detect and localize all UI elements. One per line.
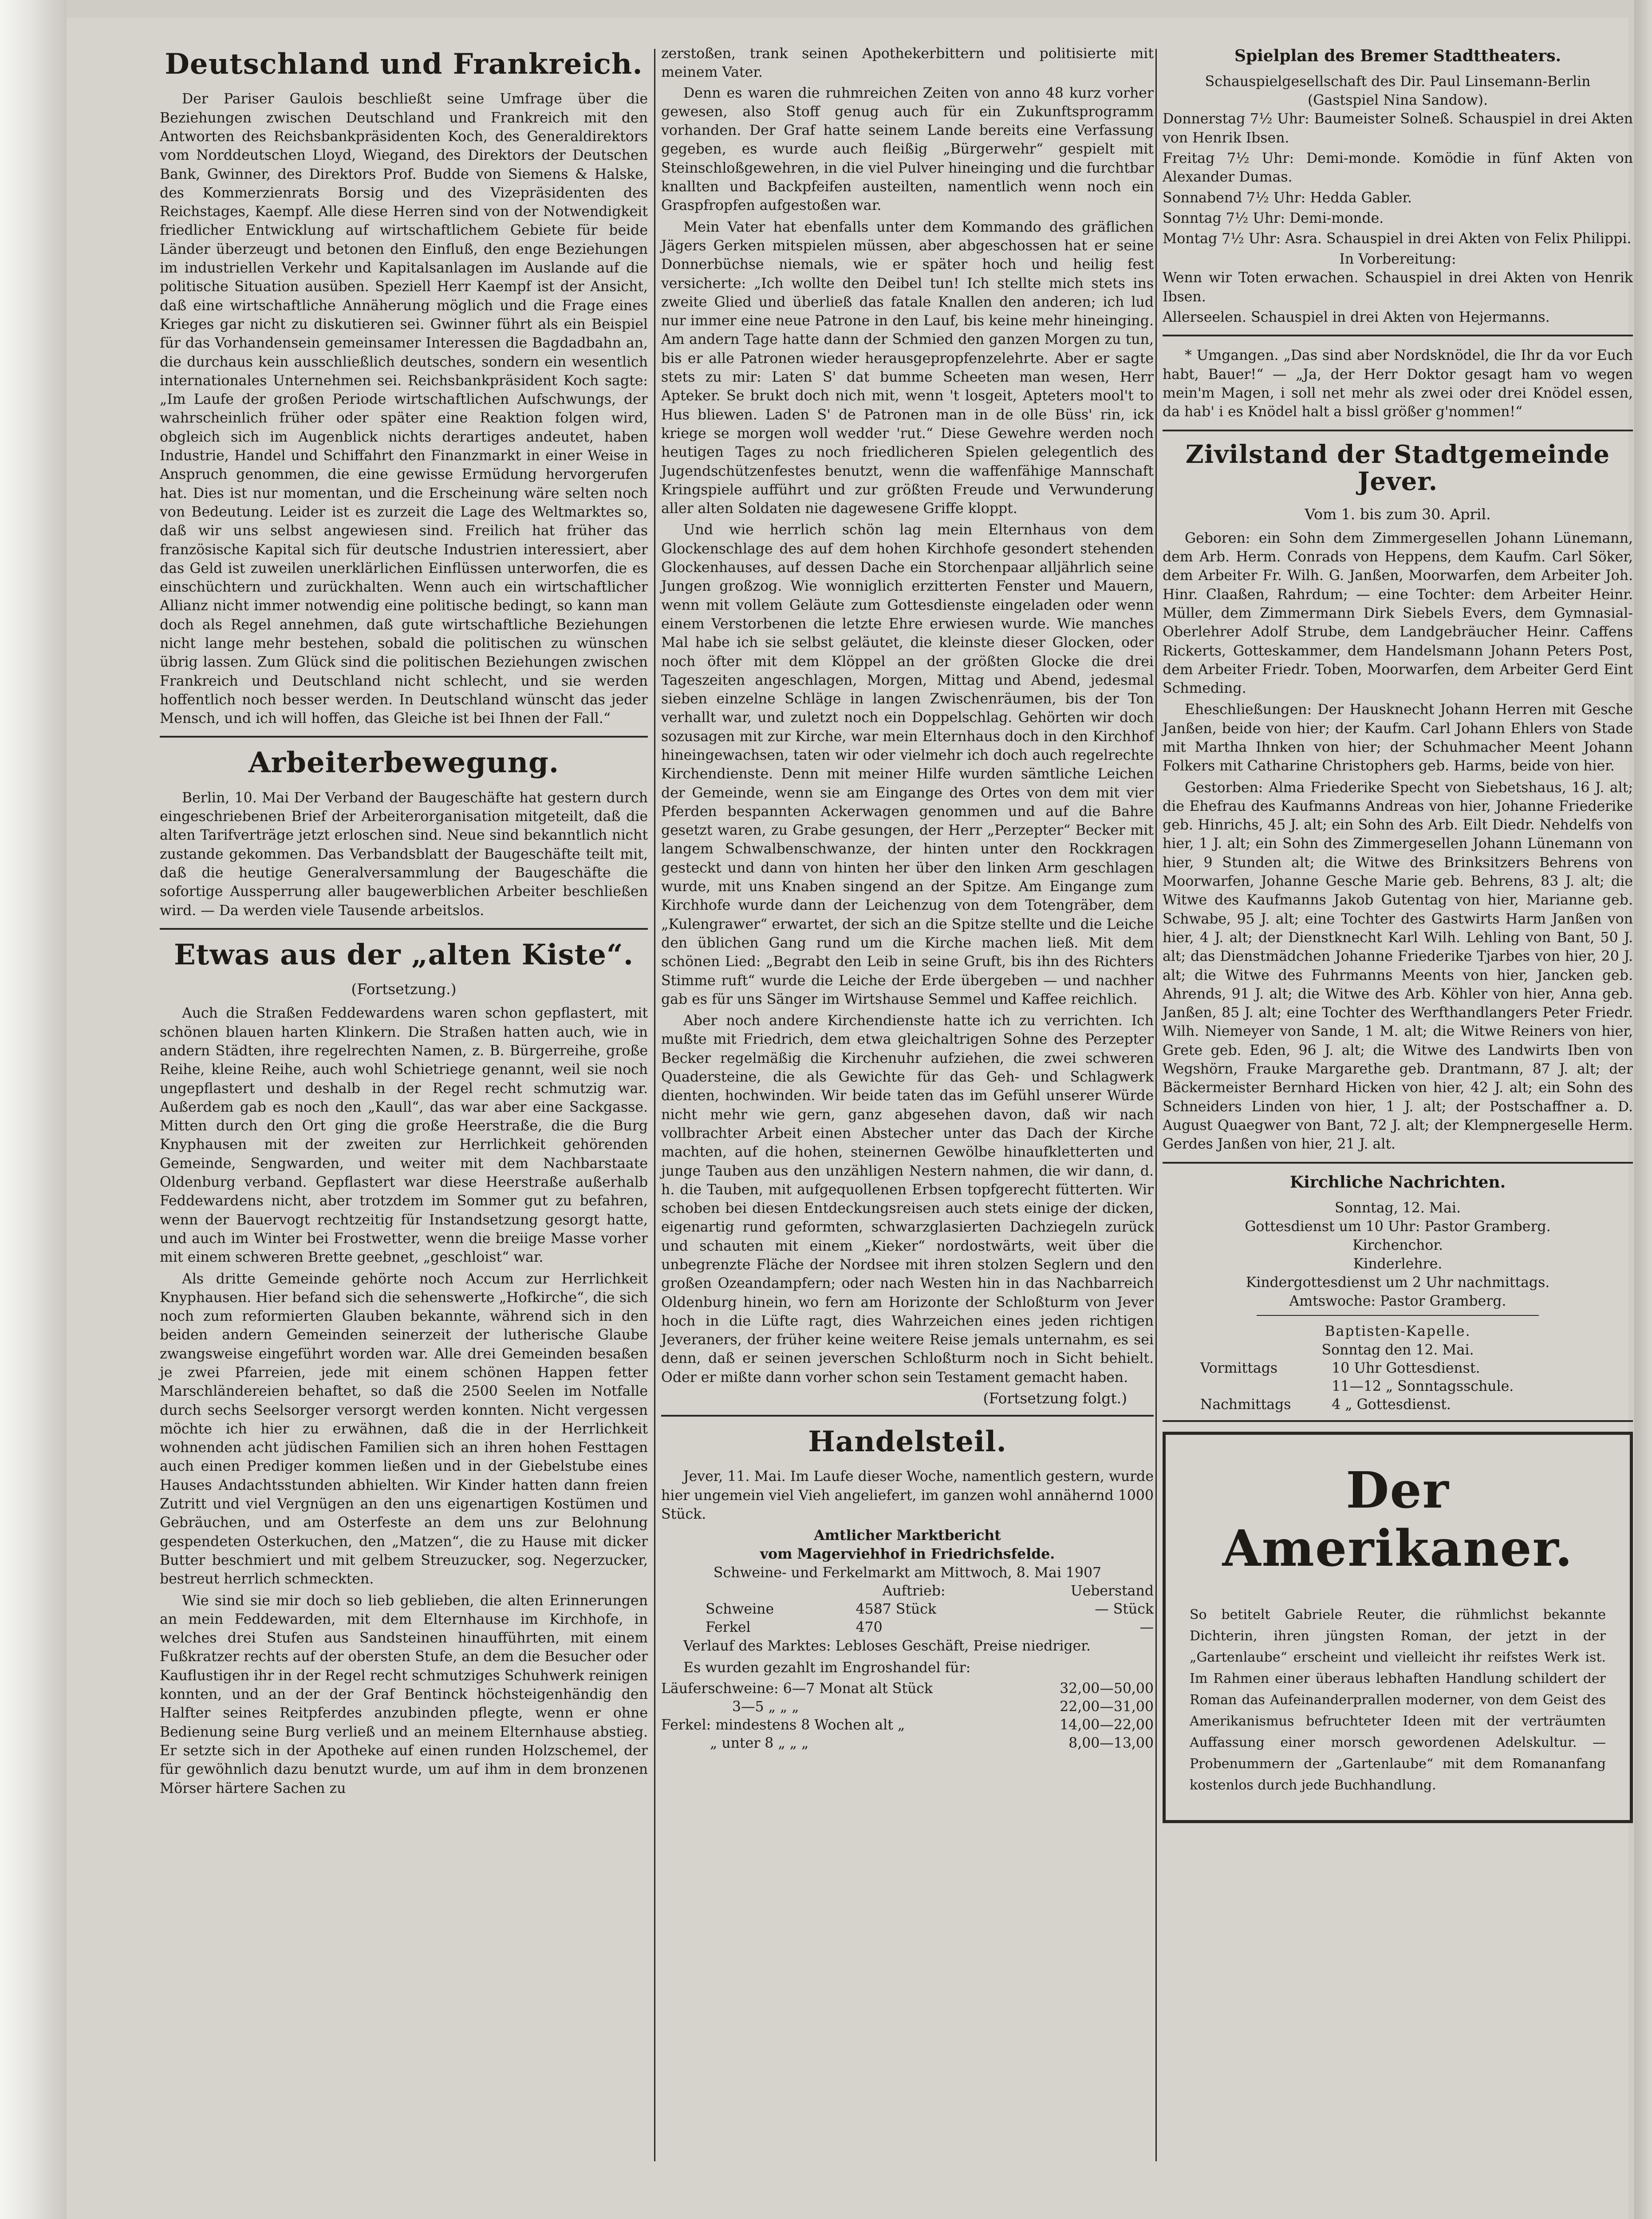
article-title: Deutschland und Frankreich. — [165, 47, 643, 81]
article-title: Arbeiterbewegung. — [248, 746, 560, 780]
table-row — [661, 1619, 1154, 1637]
article-paragraph: Denn es waren die ruhmreichen Zeiten von anno 48 kurz vorher gewesen, also Stoff genug auch für ein Zukunftsprogramm vorhanden. Der Graf hatte seinem Lande bereits eine Verfassung gegeben, es wurde auch fleißig „Bürgerwehr“ gespielt mit Steinschloßgewehren, in die viel Pulver hineinging und die furchtbar knallten und Backpfeifen austeilten, namentlich wenn noch ein Graspfropfen aufgestoßen war. — [661, 85, 1154, 214]
article-paragraph: Gestorben: Alma Friederike Specht von Siebetshaus, 16 J. alt; die Ehefrau des Kaufmanns Andreas von hier, Johanne Friederike geb. Hinrichs, 45 J. alt; ein Sohn des Arb. Eilt Diedr. Nehdelfs von hier, 1 J. alt; ein Sohn des Zimmergesellen Johann Lünemann von hier, 9 Stunden alt; die Witwe des Brinksitzers Behrens von Moorwarfen, Johanne Gesche Marie geb. Behrens, 83 J. alt; die Witwe des Kaufmanns Jakob Gutentag von hier, Marianne geb. Schwabe, 95 J. alt; eine Tochter des Gastwirts Harm Janßen von hier, 4 J. alt; der Dienstknecht Karl Wilh. Lehling von Bant, 50 J. alt; das Dienstmädchen Johanne Friederike Tjarbes von hier, 20 J. alt; die Witwe des Fuhrmanns Meents von hier, Jancken geb. Ahrends, 91 J. alt; die Witwe des Arb. Köhler von hier, Anna geb. Janßen, 85 J. alt; eine Tochter des Werfthandlangers Peter Friedr. Wilh. Niemeyer von Sande, 1 M. alt; die Witwe Reiners von hier, Grete geb. Eden, 96 J. alt; die Witwe des Landwirts Iben von Wegshörn, Frauke Margarethe geb. Drantmann, 87 J. alt; der Bäckermeister Bernhard Hicken von hier, 42 J. alt; ein Sohn des Schneiders Linden von hier, 1 J. alt; der Postschaffner a. D. August Quaegwer von Bant, 72 J. alt; der Klempnergeselle Herm. Gerdes Janßen von hier, 21 J. alt. — [1163, 779, 1633, 1153]
report-heading: Amtlicher Marktbericht — [814, 1527, 1001, 1544]
section-divider — [1163, 1420, 1633, 1422]
continuation-note: (Fortsetzung folgt.) — [983, 1390, 1127, 1407]
article-subtitle: (Gastspiel Nina Sandow). — [1308, 92, 1488, 109]
advertisement-box — [1163, 1432, 1633, 1823]
table-cell: — Stück — [1095, 1601, 1154, 1618]
table-cell: Ferkel — [706, 1619, 751, 1636]
column-divider — [654, 49, 655, 2161]
section-divider — [1163, 335, 1633, 336]
schedule-subheading: In Vorbereitung: — [1339, 251, 1456, 268]
table-header-row — [661, 1582, 1154, 1600]
table-cell: 11—12 „ Sonntagsschule. — [1332, 1378, 1514, 1394]
table-cell: 8,00—13,00 — [1068, 1735, 1154, 1751]
advertisement-text: So betitelt Gabriele Reuter, die rühmlichst bekannte Dichterin, ihren jüngsten Roman, der jetzt in der „Gartenlaube“ erscheint und vielleicht ihr reifstes Werk ist. Im Rahmen einer überaus lebhaften Handlung schildert der Roman das Aufeinanderprallen moderner, von dem Geist des Amerikanismus befruchteter Ideen mit der verträumten Auffassung einer morsch gewordenen Adelskultur. — Probenummern der „Gartenlaube“ mit dem Romananfang kostenlos durch jede Buchhandlung. — [1190, 1607, 1606, 1793]
notice-line: Gottesdienst um 10 Uhr: Pastor Gramberg. — [1245, 1218, 1551, 1235]
table-cell: 4 „ Gottesdienst. — [1332, 1396, 1451, 1413]
table-row — [661, 1600, 1154, 1619]
price-table — [661, 1680, 1154, 1753]
table-cell: 14,00—22,00 — [1060, 1717, 1154, 1733]
table-row — [661, 1716, 1154, 1734]
table-row — [661, 1680, 1154, 1698]
notice-line: Kinderlehre. — [1353, 1256, 1443, 1272]
report-heading: vom Magerviehhof in Friedrichsfelde. — [760, 1546, 1055, 1563]
table-cell: 470 — [856, 1619, 883, 1636]
article-paragraph: Jever, 11. Mai. Im Laufe dieser Woche, namentlich gestern, wurde hier ungemein viel Vieh angeliefert, im ganzen wohl annähernd 1000 Stück. — [661, 1469, 1154, 1523]
article-title: Handelsteil. — [808, 1425, 1007, 1459]
notice-line: Amtswoche: Pastor Gramberg. — [1289, 1293, 1506, 1309]
section-divider — [1163, 1162, 1633, 1164]
table-row — [1200, 1396, 1595, 1414]
article-paragraph: * Umgangen. „Das sind aber Nordsknödel, die Ihr da vor Euch habt, Bauer!“ — „Ja, der Herr Doktor gesagt ham vo wegen mein'm Magen, i soll net mehr als zwei oder drei Knödel essen, da hab' i es Knödel halt a bissl größer g'nommen!“ — [1163, 347, 1633, 420]
article-title: Kirchliche Nachrichten. — [1289, 1173, 1506, 1192]
schedule-line: Montag 7½ Uhr: Asra. Schauspiel in drei Akten von Felix Philippi. — [1163, 231, 1632, 247]
notice-line: Sonntag, 12. Mai. — [1335, 1200, 1461, 1216]
section-divider — [661, 1415, 1154, 1417]
article-paragraph: zerstoßen, trank seinen Apothekerbittern und politisierte mit meinem Vater. — [661, 46, 1154, 81]
schedule-line: Sonntag 7½ Uhr: Demi-monde. — [1163, 210, 1384, 226]
section-divider — [1257, 1315, 1539, 1316]
table-cell: 32,00—50,00 — [1060, 1680, 1154, 1697]
report-subheading: Schweine- und Ferkelmarkt am Mittwoch, 8. Mai 1907 — [713, 1565, 1102, 1581]
scan-margin — [0, 0, 67, 2219]
table-row — [1200, 1378, 1595, 1396]
table-row — [661, 1734, 1154, 1753]
schedule-line: Allerseelen. Schauspiel in drei Akten von Hejermanns. — [1163, 309, 1550, 326]
article-paragraph: Und wie herrlich schön lag mein Elternhaus von dem Glockenschlage des auf dem hohen Kirchhofe gesondert stehenden Glockenhauses, auf dessen Dache ein Storchenpaar alljährlich seine Jungen großzog. Wie wonniglich erzitterten Fenster und Mauern, wenn mit vollem Geläute zum Gottesdienste eingeladen oder wenn einem Verstorbenen die letzte Ehre erwiesen wurde. Wie manches Mal habe ich sie selbst geläutet, die kleinste dieser Glocken, oder noch öfter mit dem Klöppel an der größten Glocke die drei Tageszeiten angeschlagen, Morgen, Mittag und Abend, jedesmal sieben einzelne Schläge in langen Zwischenräumen, bis der Ton verhallt war, und zuletzt noch ein Doppelschlag. Gehörten wir doch sozusagen mit zur Kirche, war mein Elternhaus doch in den Kirchhof hineingewachsen, taten wir oder vielmehr ich doch auch regelrechte Kirchendienste. Denn mit meiner Hilfe wurden sämtliche Leichen der Gemeinde, wenn sie am Eingange des Ortes von dem mit vier Pferden bespannten Ackerwagen genommen und auf die Bahre gesetzt waren, zu Grabe gesungen, der Herr „Perzepter“ Becker mit langem Schwalbenschwanze, der hinten unter den Rockkragen gesteckt und dann von hinten her über den linken Arm geschlagen wurde, mit uns Knaben singend an der Spitze. Am Eingange zum Kirchhofe wurde dann der Leichenzug von dem Totengräber, dem „Kulengrawer“ erwartet, der sich an die Spitze stellte und die Leiche den üblichen Gang rund um die Kirche machen ließ. Mit dem schönen Lied: „Begrabt den Leib in seine Gruft, bis ihn des Richters Stimme ruft“ wurde die Leiche der Erde übergeben — und nachher gab es für uns Sänger im Wirtshause Semmel und Kaffee reichlich. — [661, 522, 1154, 1007]
notice-line: Kirchenchor. — [1352, 1237, 1443, 1253]
section-divider — [160, 928, 648, 930]
article-paragraph: Wie sind sie mir doch so lieb geblieben, die alten Erinnerungen an mein Feddewarden, mit dem Elternhause im Kirchhofe, in welches drei Stufen aus Sandsteinen hinaufführten, mit einem Fußkratzer rechts auf der obersten Stufe, an dem die Besucher oder Kauflustigen ihr in der Regel recht schmutziges Schuhwerk reinigen konnten, und an der der Graf Bentinck höchsteigenhändig den Halfter seines Reitpferdes anzubinden pflegte, wenn er ohne Bedienung seine Burg verließ und an meinem Elternhause abstieg. Er setzte sich in der Apotheke auf einen runden Holzschemel, der für gewöhnlich dazu benutzt wurde, um auf ihm in dem bronzenen Mörser härtere Sachen zu — [160, 1592, 648, 1797]
schedule-line: Wenn wir Toten erwachen. Schauspiel in drei Akten von Henrik Ibsen. — [1163, 270, 1633, 305]
table-cell — [1200, 1378, 1332, 1396]
article-paragraph: Der Pariser Gaulois beschließt seine Umfrage über die Beziehungen zwischen Deutschland und Frankreich mit den Antworten des Reichsbankpräsidenten Koch, des Generaldirektors vom Norddeutschen Lloyd, Wiegand, des Direktors der Deutschen Bank, Gwinner, des Direktors Prof. Budde von Siemens & Halske, des Kommerzienrats Borsig und des Vizepräsidenten des Reichstages, Kaempf. Alle diese Herren sind von der Notwendigkeit friedlicher Entwicklung auf wirtschaftlichem Gebiete für beide Länder überzeugt und betonen den Einfluß, den enge Beziehungen im industriellen Verkehr und Kapitalsanlagen im Auslande auf die politische Situation ausüben. Speziell Herr Kaempf ist der Ansicht, daß eine wirtschaftliche Annäherung möglich und die Frage eines Krieges gar nicht zu diskutieren sei. Gwinner führt als ein Beispiel für das Vorhandensein gemeinsamer Interessen die Bagdadbahn an, die durchaus kein ausschließlich deutsches, sondern ein wesentlich internationales Unternehmen sei. Reichsbankpräsident Koch sagte: „Im Laufe der großen Periode wirtschaftlichen Aufschwungs, der wahrscheinlich früher oder später eine Reaktion folgen wird, obgleich sich im Augenblick nichts derartiges andeutet, haben Industrie, Handel und Schiffahrt den Finanzmarkt in einer Weise in Anspruch genommen, die eine gewisse Ermüdung hervorgerufen hat. Dies ist nur momentan, und die Erscheinung wäre selten noch von Bedeutung. Leider ist es zurzeit die Lage des Weltmarktes so, daß wir uns selbst angewiesen sind. Freilich hat früher das französische Kapital sich für deutsche Industrien interessiert, aber das Geld ist zuweilen unerklärlichen Einflüssen unterworfen, die es einschüchtern und zurückhalten. Wenn auch ein wirtschaftlicher Allianz nicht immer notwendig eine politische bedingt, so kann man doch als Regel annehmen, daß gute wirtschaftliche Beziehungen nicht lange mehr bestehen, sobald die politischen zu wünschen übrig lassen. Zum Glück sind die politischen Beziehungen zwischen Frankreich und Deutschland nicht schlecht, und sie werden hoffentlich noch besser werden. In Deutschland wünscht das jeder Mensch, und ich will hoffen, das Gleiche ist bei Ihnen der Fall.“ — [160, 91, 648, 727]
schedule-line: Freitag 7½ Uhr: Demi-monde. Komödie in fünf Akten von Alexander Dumas. — [1163, 150, 1633, 186]
table-cell: Schweine — [706, 1601, 774, 1618]
table-cell: 4587 Stück — [856, 1601, 937, 1618]
article-subtitle: Schauspielgesellschaft des Dir. Paul Linsemann-Berlin — [1205, 74, 1591, 90]
article-paragraph: Berlin, 10. Mai Der Verband der Baugeschäfte hat gestern durch eingeschriebenen Brief der Arbeiterorganisation mitgeteilt, daß die alten Tarifverträge jetzt erloschen sind. Neue sind bekanntlich nicht zustande gekommen. Das Verbandsblatt der Baugeschäfte teilt mit, daß die heutige Generalversammlung der Baugeschäfte die sofortige Aussperrung aller baugewerblichen Arbeiter beschließen wird. — Da werden viele Tausende arbeitslos. — [160, 790, 648, 919]
notice-line: Sonntag den 12. Mai. — [1321, 1342, 1474, 1358]
table-cell: Nachmittags — [1200, 1396, 1291, 1413]
advertisement-title: Der Amerikaner. — [1222, 1461, 1573, 1578]
table-header: Auftrieb: — [882, 1583, 946, 1599]
notice-heading: Baptisten-Kapelle. — [1325, 1323, 1471, 1339]
table-header: Ueberstand — [1070, 1583, 1154, 1599]
table-cell: Vormittags — [1200, 1360, 1278, 1376]
service-times — [1200, 1359, 1595, 1414]
table-row — [661, 1698, 1154, 1716]
article-paragraph: Geboren: ein Sohn dem Zimmergesellen Johann Lünemann, dem Arb. Herm. Conrads von Heppens, dem Kaufm. Carl Söker, dem Arbeiter Fr. Wilh. G. Janßen, Moorwarfen, dem Arbeiter Joh. Hinr. Claaßen, Rahrdum; — eine Tochter: dem Arbeiter Heinr. Müller, dem Zimmermann Dirk Siebels Evers, dem Gymnasial-Oberlehrer Adolf Strube, dem Landgebräucher Heinr. Caffens Rickerts, Gotteskammer, dem Handelsmann Johann Peters Post, dem Arbeiter Friedr. Toben, Moorwarfen, dem Arbeiter Gerd Eint Schmeding. — [1163, 530, 1633, 697]
article-paragraph: Es wurden gezahlt im Engroshandel für: — [683, 1659, 971, 1676]
section-divider — [160, 736, 648, 738]
table-row — [1200, 1359, 1595, 1378]
table-cell: 3—5 „ „ „ — [732, 1698, 799, 1715]
next-page-edge — [1634, 0, 1652, 2219]
schedule-line: Sonnabend 7½ Uhr: Hedda Gabler. — [1163, 190, 1412, 206]
article-paragraph: Verlauf des Marktes: Lebloses Geschäft, Preise niedriger. — [683, 1638, 1091, 1654]
table-cell: Ferkel: mindestens 8 Wochen alt „ — [661, 1717, 905, 1733]
column-divider — [1155, 49, 1157, 2161]
market-supply-table — [661, 1582, 1154, 1637]
section-divider — [1163, 430, 1633, 431]
article-subtitle: Vom 1. bis zum 30. April. — [1305, 505, 1491, 523]
column-1 — [160, 44, 648, 1800]
table-cell: — — [1139, 1619, 1154, 1636]
table-cell: 10 Uhr Gottesdienst. — [1332, 1360, 1480, 1376]
table-cell: „ unter 8 „ „ „ — [710, 1735, 809, 1751]
article-paragraph: Eheschließungen: Der Hausknecht Johann Herren mit Gesche Janßen, beide von hier; der Kaufm. Carl Johann Ehlers von Stade mit Martha Ihnken von hier; der Schuhmacher Meent Johann Folkers mit Catharine Christophers geb. Harms, beide von hier. — [1163, 702, 1633, 774]
article-title: Zivilstand der Stadtgemeinde Jever. — [1185, 439, 1610, 497]
article-title: Etwas aus der „alten Kiste“. — [173, 938, 634, 971]
article-paragraph: Aber noch andere Kirchendienste hatte ich zu verrichten. Ich mußte mit Friedrich, dem etwa gleichaltrigen Sohne des Perzepter Becker regelmäßig die Kirchenuhr aufziehen, die zwei schweren Quadersteine, die als Gewichte für das Geh- und Schlagwerk dienten, hochwinden. Wir beide taten das im Gefühl unserer Würde nicht mehr wie gern, ganz abgesehen davon, daß wir nach vollbrachter Arbeit einen Abstecher unter das Dach der Kirche machten, auf die hohen, steinernen Gewölbe hinaufkletterten und junge Tauben aus den unzähligen Nestern nahmen, die wir dann, d. h. die Tauben, mit aufgequollenen Erbsen topfgerecht fütterten. Wir schoben bei diesen Entdeckungsreisen auch stets einige der dicken, eigenartig rund geformten, schwarzglasierten Dachziegeln zurück und schauten mit einem „Kieker“ nordostwärts, weit über die unbegrenzte Fläche der Nordsee mit ihren stolzen Seglern und den großen Ozeandampfern; oder nach Westen hin in das Nachbarreich Oldenburg hinein, wo fern am Horizonte der Schloßturm von Jever hoch in die Lüfte ragt, dies Wahrzeichen eines jeden richtigen Jeveraners, der früher keine weitere Reise jemals unternahm, es sei denn, daß er seinen jeverschen Schloßturm noch in Sicht behielt. Oder er mißte dann vorher schon sein Testament gemacht haben. — [661, 1013, 1154, 1386]
article-title: Spielplan des Bremer Stadttheaters. — [1234, 47, 1561, 65]
notice-line: Kindergottesdienst um 2 Uhr nachmittags. — [1246, 1274, 1550, 1291]
article-paragraph: Auch die Straßen Feddewardens waren schon gepflastert, mit schönen blauen harten Klinkern. Die Straßen hatten auch, wie in andern Städten, ihre regelrechten Namen, z. B. Bürgerreihe, große Reihe, kleine Reihe, auch wohl Schietriege genannt, weil sie noch ungepflastert und deshalb in der Regel recht schmutzig war. Außerdem gab es noch den „Kaull“, das war aber eine Sackgasse. Mitten durch den Ort ging die große Heerstraße, die die Burg Knyphausen mit der zweiten zur Herrlichkeit gehörenden Gemeinde, Sengwarden, und weiter mit dem Nachbarstaate Oldenburg verband. Gepflastert war diese Heerstraße außerhalb Feddewardens nicht, aber trotzdem im Sommer gut zu befahren, wenn der Bauervogt rechtzeitig für Instandsetzung gesorgt hatte, und auch im Winter bei Frostwetter, wenn die breiige Masse vorher mit einem schweren Brette geebnet, „geschloist“ war. — [160, 1005, 648, 1266]
schedule-line: Donnerstag 7½ Uhr: Baumeister Solneß. Schauspiel in drei Akten von Henrik Ibsen. — [1163, 111, 1633, 146]
article-subtitle: (Fortsetzung.) — [351, 980, 457, 998]
table-cell: 22,00—31,00 — [1060, 1698, 1154, 1715]
table-cell: Läuferschweine: 6—7 Monat alt Stück — [661, 1680, 933, 1697]
article-paragraph: Mein Vater hat ebenfalls unter dem Kommando des gräflichen Jägers Gerken mitspielen müssen, aber abgeschossen hat er seine Donnerbüchse niemals, wie er später hoch und heilig fest versicherte: „Ich wollte den Deibel tun! Ich stellte mich stets ins zweite Glied und überließ das fatale Knallen den anderen; ich lud nur immer eine neue Patrone in den Lauf, bis keine mehr hineinging. Am andern Tage hatte dann der Schmied den ganzen Morgen zu tun, bis er alle Patronen wieder herausgepropfenzelehrte. Aber er sagte stets zu mir: Laten S' dat bumme Scheeten man wesen, Herr Apteker. Se brukt doch nich mit, wenn 't losgeit, Apteters mool't to Hus bliewen. Laden S' de Patronen man in de olle Büss' rin, ick kriege se morgen woll wedder 'rut.“ Diese Gewehre werden noch heutigen Tages zu noch friedlicheren Spielen gelegentlich des Jugendschützenfestes benutzt, wenn die waffenfähige Mannschaft Kringspiele aufführt und zur größten Freude und Verwunderung aller alten Soldaten nie dagewesene Griffe kloppt. — [661, 219, 1154, 517]
article-paragraph: Als dritte Gemeinde gehörte noch Accum zur Herrlichkeit Knyphausen. Hier befand sich die sehenswerte „Hofkirche“, die sich noch zum reformierten Glauben bekannte, während sich in den beiden andern Gemeinden seinerzeit der lutherische Glaube zwangsweise eingeführt worden war. Alle drei Gemeinden besaßen je zwei Pfarreien, jede mit einem schönen Happen fetter Marschländereien behaftet, so daß die 2500 Seelen im Notfalle durch sechs Seelsorger versorgt werden konnten. Nicht vergessen möchte ich hier zu erwähnen, daß die in der Herrlichkeit wohnenden acht jüdischen Familien sich an ihren hohen Festtagen auch einen Prediger kommen ließen und in der Giebelstube eines Hauses Andachtsstunden abhielten. Wir Kinder hatten dann freien Zutritt und viel Vergnügen an den uns eigenartigen Kostümen und Gebräuchen, und am Osterfeste an dem uns zur Belohnung gespendeten Osterkuchen, den „Matzen“, die zu Hause mit dicker Butter beschmiert und mit gelbem Streuzucker, sog. Negerzucker, bestreut herrlich schmeckten. — [160, 1271, 648, 1587]
column-3 — [1163, 44, 1633, 1823]
column-2 — [661, 44, 1154, 1753]
